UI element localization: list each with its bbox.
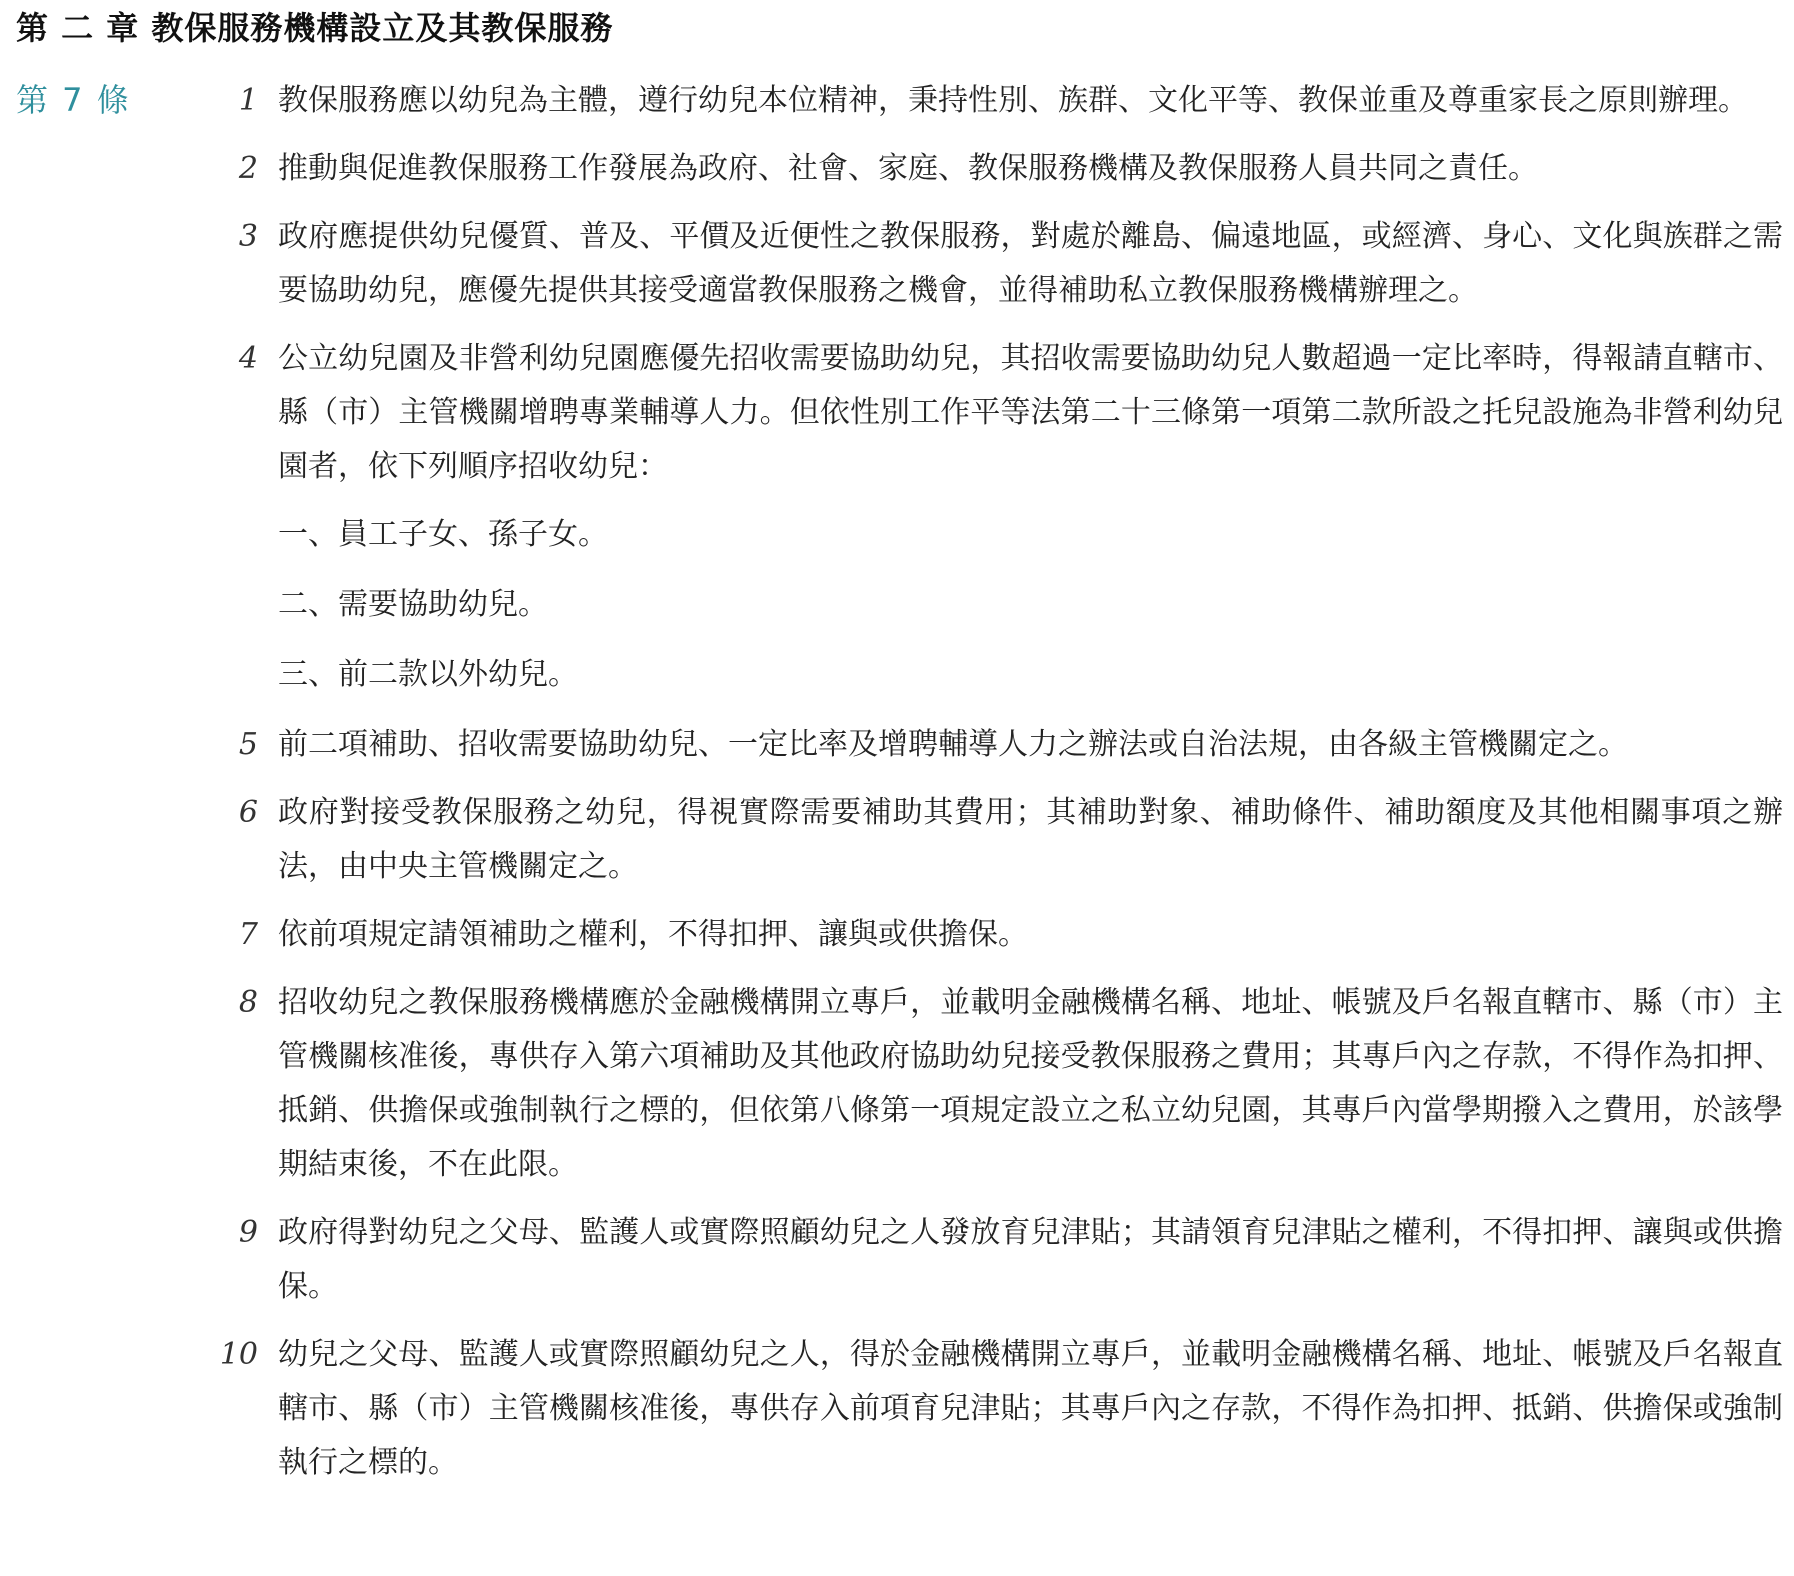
paragraph-2 [186,142,1794,196]
paragraph-number: 9 [238,1215,258,1250]
paragraph-text: 依前項規定請領補助之權利，不得扣押、讓與或供擔保。 [278,917,1028,952]
paragraph-text: 幼兒之父母、監護人或實際照顧幼兒之人，得於金融機構開立專戶，並載明金融機構名稱、地址、帳號及戶名報直轄市、縣（市）主管機關核准後，專供存入前項育兒津貼；其專戶內之存款，不得作為扣押、抵銷、供擔保或強制執行之標的。 [278,1337,1783,1480]
paragraph-6 [186,786,1794,894]
paragraph-number: 6 [238,795,258,830]
paragraph-7 [186,908,1794,962]
paragraph-number: 7 [238,917,258,952]
paragraph-4-items [278,508,1794,702]
paragraph-text: 推動與促進教保服務工作發展為政府、社會、家庭、教保服務機構及教保服務人員共同之責任。 [278,151,1538,186]
paragraph-text: 政府應提供幼兒優質、普及、平價及近便性之教保服務，對處於離島、偏遠地區，或經濟、身心、文化與族群之需要協助幼兒，應優先提供其接受適當教保服務之機會，並得補助私立教保服務機構辦理之。 [278,219,1783,308]
paragraph-number: 3 [238,219,258,254]
paragraph-5 [186,718,1794,772]
paragraph-text: 招收幼兒之教保服務機構應於金融機構開立專戶，並載明金融機構名稱、地址、帳號及戶名報直轄市、縣（市）主管機關核准後，專供存入第六項補助及其他政府協助幼兒接受教保服務之費用；其專戶內之存款，不得作為扣押、抵銷、供擔保或強制執行之標的，但依第八條第一項規定設立之私立幼兒園，其專戶內當學期撥入之費用，於該學期結束後，不在此限。 [278,985,1783,1182]
list-item: 二、需要協助幼兒。 [278,587,548,622]
paragraph-3 [186,210,1794,318]
paragraph-number: 1 [238,83,258,118]
paragraph-number: 8 [238,985,258,1020]
paragraph-10 [186,1328,1794,1490]
paragraph-text: 政府得對幼兒之父母、監護人或實際照顧幼兒之人發放育兒津貼；其請領育兒津貼之權利，不得扣押、讓與或供擔保。 [278,1215,1783,1304]
paragraph-text: 政府對接受教保服務之幼兒，得視實際需要補助其費用；其補助對象、補助條件、補助額度及其他相關事項之辦法，由中央主管機關定之。 [278,795,1783,884]
paragraph-9 [186,1206,1794,1314]
list-item: 一、員工子女、孫子女。 [278,517,608,552]
paragraph-text: 教保服務應以幼兒為主體，遵行幼兒本位精神，秉持性別、族群、文化平等、教保並重及尊重家長之原則辦理。 [278,83,1748,118]
paragraph-8 [186,976,1794,1192]
article-7 [16,74,1794,1504]
paragraph-number: 4 [238,341,258,376]
paragraph-number: 5 [238,727,258,762]
paragraph-4 [186,332,1794,494]
paragraph-number: 2 [238,151,258,186]
list-item: 三、前二款以外幼兒。 [278,657,578,692]
article-number-link[interactable]: 第 7 條 [16,81,131,119]
paragraph-1 [186,74,1794,128]
chapter-title: 第 二 章 教保服務機構設立及其教保服務 [16,9,614,47]
article-paragraphs [186,74,1794,1504]
paragraph-text: 公立幼兒園及非營利幼兒園應優先招收需要協助幼兒，其招收需要協助幼兒人數超過一定比率時，得報請直轄市、縣（市）主管機關增聘專業輔導人力。但依性別工作平等法第二十三條第一項第二款所設之托兒設施為非營利幼兒園者，依下列順序招收幼兒： [278,341,1783,484]
paragraph-number: 10 [219,1337,258,1372]
paragraph-text: 前二項補助、招收需要協助幼兒、一定比率及增聘輔導人力之辦法或自治法規，由各級主管機關定之。 [278,727,1628,762]
